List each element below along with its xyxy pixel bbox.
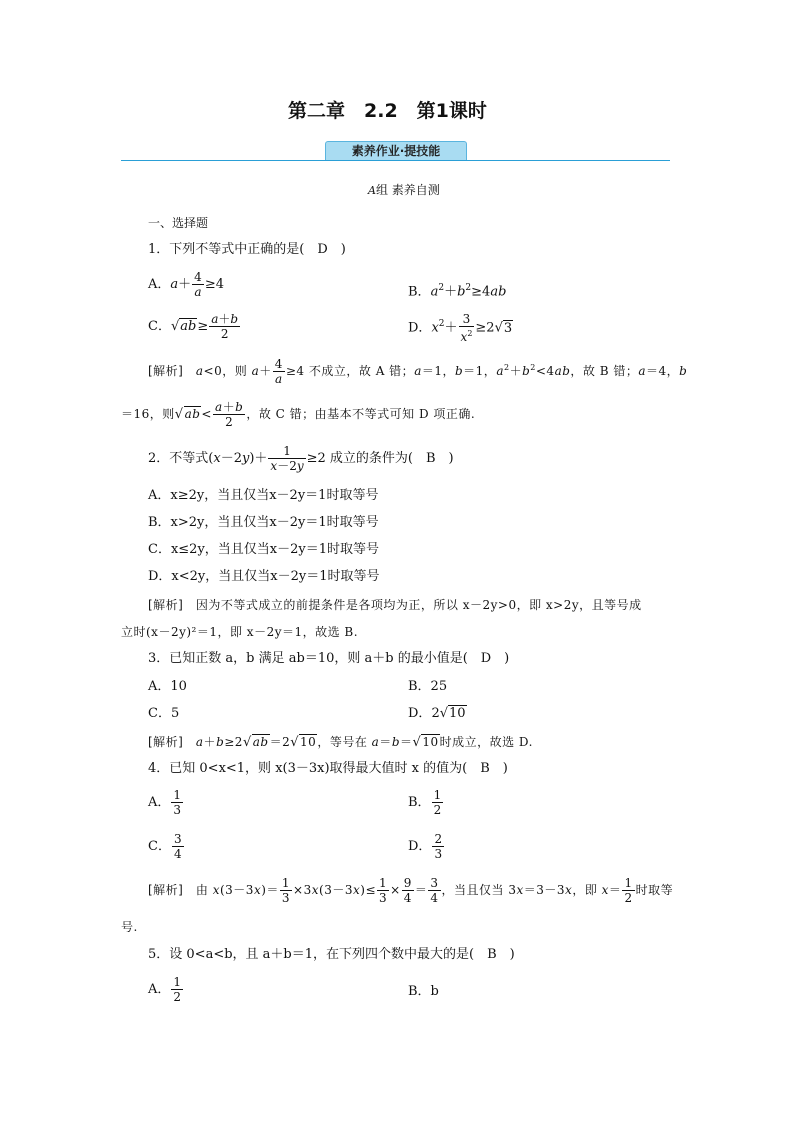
q4-option-a: A． $\frac{1}{3}$ [148,788,182,817]
q1-option-c: C．√ab≥ $\frac{a+b}{2}$ [148,312,239,341]
q3-analysis: [解析] a＋b≥2√ab＝2√10，等号在 a＝b＝√10时成立，故选 D. [148,735,533,750]
q2-option-d: D．x<2y，当且仅当x－2y＝1时取等号 [148,569,380,584]
q2-analysis-line1: [解析] 因为不等式成立的前提条件是各项均为正，所以 x－2y>0，即 x>2y，且等号成 [148,598,642,612]
group-heading: A组 素养自测 [368,183,440,197]
q3-option-c: C．5 [148,706,180,721]
q3-option-d: D．2√10 [408,706,466,721]
q2-option-b: B．x>2y，当且仅当x－2y＝1时取等号 [148,515,379,530]
q4-option-b: B． $\frac{1}{2}$ [408,788,442,817]
q3-stem: 3．已知正数 a，b 满足 ab＝10，则 a＋b 的最小值是( D ) [148,651,510,666]
q4-analysis-line2: 号. [121,920,138,934]
q4-stem: 4．已知 0<x<1，则 x(3－3x)取得最大值时 x 的值为( B ) [148,761,508,776]
header-rule [121,160,670,161]
q5-option-a: A． $\frac{1}{2}$ [148,975,182,1004]
q4-option-d: D． $\frac{2}{3}$ [408,832,443,861]
q1-analysis-line1: [解析] a<0，则 a＋ $\frac{4}{a}$ ≥4 不成立，故 A 错；a＝1，b＝1，$a^2+b^2<4ab$，故 B 错；a＝4，b [148,357,688,386]
q2-option-c: C．x≤2y，当且仅当x－2y＝1时取等号 [148,542,380,557]
q3-option-b: B．25 [408,679,448,694]
section-heading: 一、选择题 [148,216,209,230]
q2-option-a: A．x≥2y，当且仅当x－2y＝1时取等号 [148,488,379,503]
section-badge: 素养作业·提技能 [325,141,467,160]
q3-option-a: A．10 [148,679,187,694]
q2-analysis-line2: 立时(x－2y)²＝1，即 x－2y＝1，故选 B. [121,625,359,639]
group-letter: A [368,184,376,197]
q1-stem: 1．下列不等式中正确的是( D ) [148,242,346,257]
page-title: 第二章 2.2 第1课时 [288,100,487,122]
q5-stem: 5．设 0<a<b，且 a＋b＝1，在下列四个数中最大的是( B ) [148,947,515,962]
q1-option-b: B．$a^2+b^2\ge 4ab$ [408,283,507,300]
q5-option-b: B．b [408,984,439,999]
q1-option-d: D．$x^2+$ $\frac{3}{x^2}$ ≥2√3 [408,312,513,344]
q4-analysis-line1: [解析] 由 x(3－3x)＝ $\frac{1}{3}$ ×3x(3－3x)≤ $\frac{1}{3}$ × $\frac{9}{4}$ ＝ $\frac{3}{4}$ ，当且仅当 3x＝3－3x，即 x＝ $\frac{1}{2}$ 时取等 [148,876,674,905]
q1-option-a: A．a＋ $\frac{4}{a}$ ≥4 [148,270,224,299]
q2-stem: 2．不等式(x－2y)＋ $\frac{1}{x-2y}$ ≥2 成立的条件为( B ) [148,444,454,473]
q1-analysis-line2: ＝16，则√ab< $\frac{a+b}{2}$ ，故 C 错；由基本不等式可知 D 项正确. [121,400,476,429]
q4-option-c: C． $\frac{3}{4}$ [148,832,182,861]
